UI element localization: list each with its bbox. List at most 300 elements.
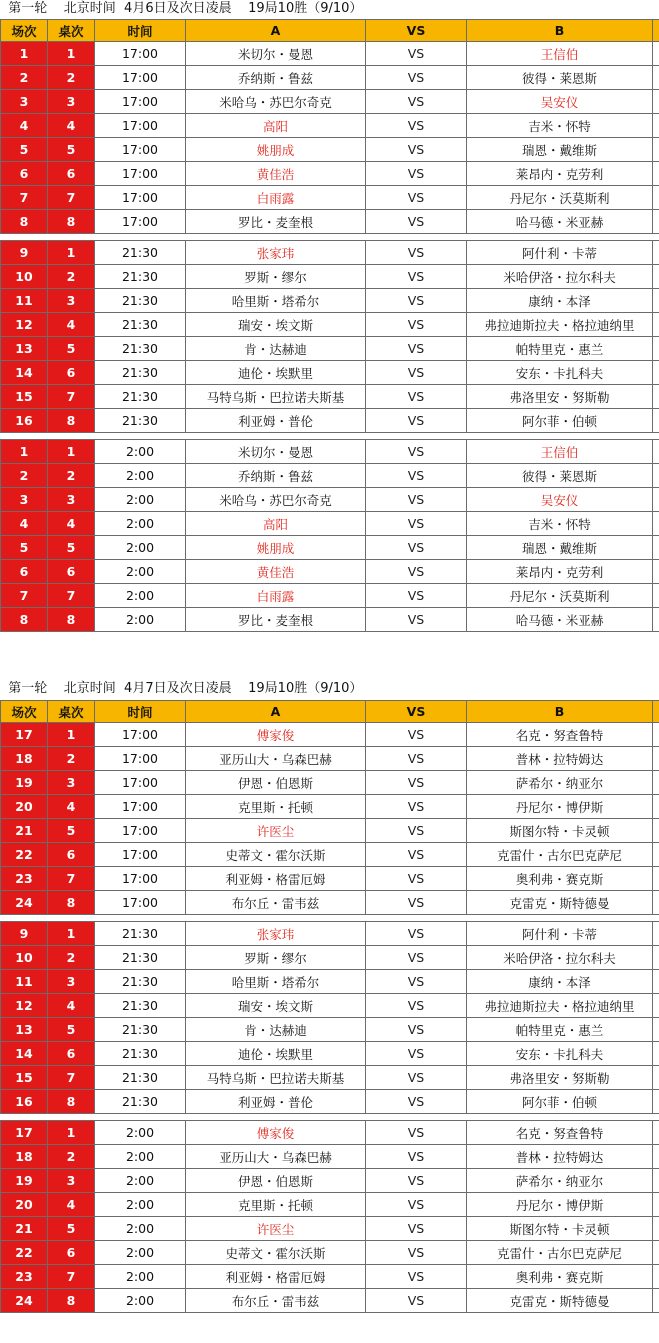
- versus-label: VS: [366, 536, 467, 560]
- player-b: 阿什利・卡蒂: [467, 241, 653, 265]
- player-b: 莱昂内・克劳利: [467, 162, 653, 186]
- spacer-cell: [653, 1169, 659, 1193]
- table-number: 4: [48, 795, 95, 819]
- versus-label: VS: [366, 42, 467, 66]
- player-b: 弗洛里安・努斯勒: [467, 385, 653, 409]
- table-row: [1, 440, 659, 464]
- table-number: 6: [48, 162, 95, 186]
- player-b: 克雷什・古尔巴克萨尼: [467, 1241, 653, 1265]
- match-number: 21: [1, 819, 48, 843]
- player-b: 吉米・怀特: [467, 114, 653, 138]
- player-a: 姚朋成: [186, 536, 366, 560]
- spacer-cell: [653, 1090, 659, 1114]
- player-b: 帕特里克・惠兰: [467, 1018, 653, 1042]
- player-b: 康纳・本泽: [467, 289, 653, 313]
- player-b: 克雷什・古尔巴克萨尼: [467, 843, 653, 867]
- player-a: 布尔丘・雷韦兹: [186, 1289, 366, 1313]
- versus-label: VS: [366, 608, 467, 632]
- versus-label: VS: [366, 138, 467, 162]
- match-time: 17:00: [95, 747, 186, 771]
- match-time: 21:30: [95, 1066, 186, 1090]
- table-number: 4: [48, 1193, 95, 1217]
- header-row: [1, 701, 659, 723]
- group-separator: [1, 915, 659, 922]
- match-number: 20: [1, 1193, 48, 1217]
- player-b: 阿尔菲・伯顿: [467, 409, 653, 433]
- table-number: 2: [48, 946, 95, 970]
- spacer-cell: [653, 66, 659, 90]
- player-b: 萨希尔・纳亚尔: [467, 771, 653, 795]
- table-number: 7: [48, 584, 95, 608]
- player-b: 阿什利・卡蒂: [467, 922, 653, 946]
- table-number: 7: [48, 186, 95, 210]
- player-b: 吴安仪: [467, 488, 653, 512]
- match-number: 11: [1, 289, 48, 313]
- player-b: 丹尼尔・博伊斯: [467, 795, 653, 819]
- table-row: [1, 42, 659, 66]
- table-number: 2: [48, 265, 95, 289]
- table-number: 6: [48, 1042, 95, 1066]
- table-number: 7: [48, 385, 95, 409]
- versus-label: VS: [366, 90, 467, 114]
- match-number: 1: [1, 440, 48, 464]
- player-a: 马特乌斯・巴拉诺夫斯基: [186, 1066, 366, 1090]
- table-row: [1, 922, 659, 946]
- spacer-cell: [653, 42, 659, 66]
- player-b: 康纳・本泽: [467, 970, 653, 994]
- match-number: 1: [1, 42, 48, 66]
- match-number: 3: [1, 488, 48, 512]
- spacer-cell: [653, 1145, 659, 1169]
- player-a: 布尔丘・雷韦兹: [186, 891, 366, 915]
- header-time: 时间: [95, 20, 186, 42]
- table-number: 4: [48, 313, 95, 337]
- player-b: 彼得・莱恩斯: [467, 464, 653, 488]
- table-row: [1, 114, 659, 138]
- player-a: 迪伦・埃默里: [186, 1042, 366, 1066]
- spacer-cell: [653, 313, 659, 337]
- header-player-a: A: [186, 20, 366, 42]
- versus-label: VS: [366, 771, 467, 795]
- table-number: 6: [48, 361, 95, 385]
- spacer-cell: [653, 337, 659, 361]
- group-separator: [1, 1114, 659, 1121]
- spacer-cell: [653, 867, 659, 891]
- match-time: 2:00: [95, 1265, 186, 1289]
- versus-label: VS: [366, 313, 467, 337]
- versus-label: VS: [366, 210, 467, 234]
- table-row: [1, 186, 659, 210]
- match-time: 21:30: [95, 922, 186, 946]
- section-1-caption: 第一轮 北京时间 4月6日及次日凌晨 19局10胜（9/10）: [0, 1, 363, 16]
- versus-label: VS: [366, 488, 467, 512]
- match-time: 2:00: [95, 560, 186, 584]
- player-a: 肯・达赫迪: [186, 1018, 366, 1042]
- table-row: [1, 560, 659, 584]
- spacer-cell: [653, 970, 659, 994]
- player-b: 弗洛里安・努斯勒: [467, 1066, 653, 1090]
- player-b: 名克・努查鲁特: [467, 723, 653, 747]
- table-number: 7: [48, 1265, 95, 1289]
- table-row: [1, 536, 659, 560]
- table-row: [1, 90, 659, 114]
- spacer-cell: [653, 210, 659, 234]
- table-row: [1, 795, 659, 819]
- table-row: [1, 512, 659, 536]
- header-spacer: [653, 701, 659, 723]
- player-a: 伊恩・伯恩斯: [186, 1169, 366, 1193]
- header-vs: VS: [366, 701, 467, 723]
- spacer-cell: [653, 488, 659, 512]
- table-number: 3: [48, 771, 95, 795]
- header-match: 场次: [1, 20, 48, 42]
- match-number: 19: [1, 1169, 48, 1193]
- spacer-cell: [653, 747, 659, 771]
- table-row: [1, 210, 659, 234]
- table-number: 6: [48, 560, 95, 584]
- versus-label: VS: [366, 162, 467, 186]
- table-row: [1, 66, 659, 90]
- player-a: 利亚姆・格雷厄姆: [186, 1265, 366, 1289]
- table-row: [1, 265, 659, 289]
- match-time: 2:00: [95, 1289, 186, 1313]
- spacer-cell: [653, 608, 659, 632]
- versus-label: VS: [366, 970, 467, 994]
- player-a: 肯・达赫迪: [186, 337, 366, 361]
- match-number: 18: [1, 1145, 48, 1169]
- header-row: [1, 20, 659, 42]
- player-a: 罗斯・缪尔: [186, 265, 366, 289]
- spacer-cell: [653, 385, 659, 409]
- spacer-cell: [653, 795, 659, 819]
- section-2-schedule-table: [0, 700, 659, 1313]
- table-row: [1, 970, 659, 994]
- table-number: 8: [48, 210, 95, 234]
- group-separator: [1, 234, 659, 241]
- player-a: 史蒂文・霍尔沃斯: [186, 1241, 366, 1265]
- player-b: 名克・努查鲁特: [467, 1121, 653, 1145]
- match-time: 17:00: [95, 42, 186, 66]
- spacer-cell: [653, 771, 659, 795]
- match-number: 23: [1, 867, 48, 891]
- table-row: [1, 361, 659, 385]
- table-row: [1, 1241, 659, 1265]
- match-number: 17: [1, 723, 48, 747]
- player-a: 白雨露: [186, 186, 366, 210]
- match-time: 2:00: [95, 584, 186, 608]
- match-time: 2:00: [95, 1217, 186, 1241]
- match-number: 7: [1, 584, 48, 608]
- versus-label: VS: [366, 409, 467, 433]
- player-b: 米哈伊洛・拉尔科夫: [467, 946, 653, 970]
- versus-label: VS: [366, 1121, 467, 1145]
- match-number: 23: [1, 1265, 48, 1289]
- player-b: 安东・卡扎科夫: [467, 1042, 653, 1066]
- versus-label: VS: [366, 1289, 467, 1313]
- player-a: 许医尘: [186, 1217, 366, 1241]
- match-time: 17:00: [95, 90, 186, 114]
- player-b: 弗拉迪斯拉夫・格拉迪纳里: [467, 313, 653, 337]
- spacer-cell: [653, 536, 659, 560]
- match-time: 17:00: [95, 819, 186, 843]
- versus-label: VS: [366, 114, 467, 138]
- match-time: 17:00: [95, 771, 186, 795]
- match-time: 21:30: [95, 313, 186, 337]
- table-row: [1, 1090, 659, 1114]
- player-a: 迪伦・埃默里: [186, 361, 366, 385]
- player-a: 瑞安・埃文斯: [186, 313, 366, 337]
- table-number: 1: [48, 42, 95, 66]
- spacer-cell: [653, 464, 659, 488]
- match-time: 17:00: [95, 114, 186, 138]
- table-row: [1, 1121, 659, 1145]
- group-separator-cell: [1, 234, 659, 241]
- table-row: [1, 337, 659, 361]
- player-a: 乔纳斯・鲁兹: [186, 464, 366, 488]
- spacer-cell: [653, 90, 659, 114]
- match-time: 2:00: [95, 464, 186, 488]
- header-table: 桌次: [48, 20, 95, 42]
- player-a: 克里斯・托顿: [186, 1193, 366, 1217]
- table-number: 5: [48, 138, 95, 162]
- section-2-caption: 第一轮 北京时间 4月7日及次日凌晨 19局10胜（9/10）: [0, 681, 363, 696]
- match-number: 15: [1, 385, 48, 409]
- match-time: 2:00: [95, 488, 186, 512]
- table-row: [1, 1289, 659, 1313]
- table-row: [1, 723, 659, 747]
- versus-label: VS: [366, 560, 467, 584]
- match-number: 5: [1, 536, 48, 560]
- table-row: [1, 891, 659, 915]
- table-number: 2: [48, 66, 95, 90]
- versus-label: VS: [366, 946, 467, 970]
- table-row: [1, 584, 659, 608]
- player-a: 张家玮: [186, 922, 366, 946]
- versus-label: VS: [366, 186, 467, 210]
- table-row: [1, 1018, 659, 1042]
- spacer-cell: [653, 843, 659, 867]
- player-b: 克雷克・斯特德曼: [467, 1289, 653, 1313]
- header-match: 场次: [1, 701, 48, 723]
- player-b: 普林・拉特姆达: [467, 1145, 653, 1169]
- player-b: 阿尔菲・伯顿: [467, 1090, 653, 1114]
- match-time: 17:00: [95, 867, 186, 891]
- table-number: 5: [48, 1217, 95, 1241]
- table-row: [1, 1145, 659, 1169]
- versus-label: VS: [366, 337, 467, 361]
- player-b: 奥利弗・赛克斯: [467, 1265, 653, 1289]
- player-a: 伊恩・伯恩斯: [186, 771, 366, 795]
- player-a: 黄佳浩: [186, 162, 366, 186]
- versus-label: VS: [366, 265, 467, 289]
- player-a: 米切尔・曼恩: [186, 42, 366, 66]
- spacer-cell: [653, 994, 659, 1018]
- versus-label: VS: [366, 1145, 467, 1169]
- match-number: 19: [1, 771, 48, 795]
- match-time: 2:00: [95, 1169, 186, 1193]
- table-row: [1, 162, 659, 186]
- player-a: 张家玮: [186, 241, 366, 265]
- match-time: 21:30: [95, 970, 186, 994]
- match-time: 21:30: [95, 241, 186, 265]
- versus-label: VS: [366, 1265, 467, 1289]
- match-time: 21:30: [95, 1042, 186, 1066]
- match-number: 24: [1, 1289, 48, 1313]
- player-a: 罗斯・缪尔: [186, 946, 366, 970]
- player-a: 利亚姆・普伦: [186, 409, 366, 433]
- match-number: 10: [1, 265, 48, 289]
- spacer-cell: [653, 409, 659, 433]
- player-b: 萨希尔・纳亚尔: [467, 1169, 653, 1193]
- table-number: 6: [48, 1241, 95, 1265]
- match-time: 17:00: [95, 723, 186, 747]
- player-a: 高阳: [186, 512, 366, 536]
- table-number: 5: [48, 337, 95, 361]
- player-a: 罗比・麦奎根: [186, 608, 366, 632]
- spacer-cell: [653, 723, 659, 747]
- versus-label: VS: [366, 843, 467, 867]
- table-number: 3: [48, 289, 95, 313]
- player-b: 丹尼尔・沃莫斯利: [467, 186, 653, 210]
- match-time: 2:00: [95, 608, 186, 632]
- table-row: [1, 819, 659, 843]
- match-time: 2:00: [95, 536, 186, 560]
- player-a: 利亚姆・普伦: [186, 1090, 366, 1114]
- player-a: 傅家俊: [186, 1121, 366, 1145]
- player-a: 米哈乌・苏巴尔奇克: [186, 488, 366, 512]
- spacer-cell: [653, 1241, 659, 1265]
- match-number: 9: [1, 922, 48, 946]
- player-b: 普林・拉特姆达: [467, 747, 653, 771]
- table-number: 1: [48, 440, 95, 464]
- player-b: 斯图尔特・卡灵顿: [467, 819, 653, 843]
- match-time: 21:30: [95, 946, 186, 970]
- match-time: 17:00: [95, 162, 186, 186]
- versus-label: VS: [366, 66, 467, 90]
- table-row: [1, 843, 659, 867]
- group-separator-cell: [1, 915, 659, 922]
- table-row: [1, 1169, 659, 1193]
- match-time: 2:00: [95, 512, 186, 536]
- versus-label: VS: [366, 512, 467, 536]
- match-number: 6: [1, 162, 48, 186]
- versus-label: VS: [366, 1090, 467, 1114]
- table-number: 1: [48, 723, 95, 747]
- match-number: 16: [1, 409, 48, 433]
- versus-label: VS: [366, 1018, 467, 1042]
- table-number: 5: [48, 1018, 95, 1042]
- match-number: 22: [1, 843, 48, 867]
- player-b: 王信伯: [467, 42, 653, 66]
- table-row: [1, 1217, 659, 1241]
- player-b: 瑞恩・戴维斯: [467, 138, 653, 162]
- spacer-cell: [653, 241, 659, 265]
- match-number: 2: [1, 66, 48, 90]
- match-time: 21:30: [95, 994, 186, 1018]
- match-number: 9: [1, 241, 48, 265]
- player-b: 瑞恩・戴维斯: [467, 536, 653, 560]
- match-time: 21:30: [95, 1018, 186, 1042]
- spacer-cell: [653, 361, 659, 385]
- player-a: 许医尘: [186, 819, 366, 843]
- versus-label: VS: [366, 385, 467, 409]
- spacer-cell: [653, 512, 659, 536]
- table-number: 4: [48, 114, 95, 138]
- header-player-a: A: [186, 701, 366, 723]
- player-b: 斯图尔特・卡灵顿: [467, 1217, 653, 1241]
- player-a: 史蒂文・霍尔沃斯: [186, 843, 366, 867]
- versus-label: VS: [366, 289, 467, 313]
- table-number: 1: [48, 241, 95, 265]
- match-number: 11: [1, 970, 48, 994]
- match-time: 21:30: [95, 289, 186, 313]
- header-table: 桌次: [48, 701, 95, 723]
- match-number: 16: [1, 1090, 48, 1114]
- versus-label: VS: [366, 1169, 467, 1193]
- table-row: [1, 1042, 659, 1066]
- player-a: 亚历山大・乌森巴赫: [186, 747, 366, 771]
- player-b: 丹尼尔・沃莫斯利: [467, 584, 653, 608]
- spacer-cell: [653, 114, 659, 138]
- spacer-cell: [653, 922, 659, 946]
- table-number: 7: [48, 1066, 95, 1090]
- player-b: 丹尼尔・博伊斯: [467, 1193, 653, 1217]
- spacer-cell: [653, 819, 659, 843]
- table-row: [1, 1265, 659, 1289]
- spacer-cell: [653, 584, 659, 608]
- match-time: 17:00: [95, 66, 186, 90]
- match-time: 21:30: [95, 409, 186, 433]
- section-1-schedule-table: [0, 19, 659, 632]
- table-row: [1, 289, 659, 313]
- player-b: 安东・卡扎科夫: [467, 361, 653, 385]
- match-number: 6: [1, 560, 48, 584]
- spacer-cell: [653, 440, 659, 464]
- spacer-cell: [653, 1042, 659, 1066]
- versus-label: VS: [366, 922, 467, 946]
- versus-label: VS: [366, 440, 467, 464]
- match-time: 17:00: [95, 795, 186, 819]
- table-row: [1, 867, 659, 891]
- player-a: 黄佳浩: [186, 560, 366, 584]
- table-number: 8: [48, 891, 95, 915]
- versus-label: VS: [366, 1193, 467, 1217]
- table-number: 5: [48, 819, 95, 843]
- spacer-cell: [653, 1018, 659, 1042]
- spacer-cell: [653, 1289, 659, 1313]
- versus-label: VS: [366, 891, 467, 915]
- table-row: [1, 138, 659, 162]
- player-a: 哈里斯・塔希尔: [186, 970, 366, 994]
- match-number: 17: [1, 1121, 48, 1145]
- match-number: 14: [1, 1042, 48, 1066]
- match-time: 2:00: [95, 440, 186, 464]
- table-number: 3: [48, 970, 95, 994]
- match-number: 15: [1, 1066, 48, 1090]
- player-a: 姚朋成: [186, 138, 366, 162]
- match-number: 22: [1, 1241, 48, 1265]
- spacer-cell: [653, 891, 659, 915]
- spacer-cell: [653, 289, 659, 313]
- match-time: 21:30: [95, 1090, 186, 1114]
- spacer-cell: [653, 1217, 659, 1241]
- player-b: 彼得・莱恩斯: [467, 66, 653, 90]
- table-row: [1, 464, 659, 488]
- spacer-cell: [653, 186, 659, 210]
- player-b: 莱昂内・克劳利: [467, 560, 653, 584]
- spacer-cell: [653, 1066, 659, 1090]
- player-b: 弗拉迪斯拉夫・格拉迪纳里: [467, 994, 653, 1018]
